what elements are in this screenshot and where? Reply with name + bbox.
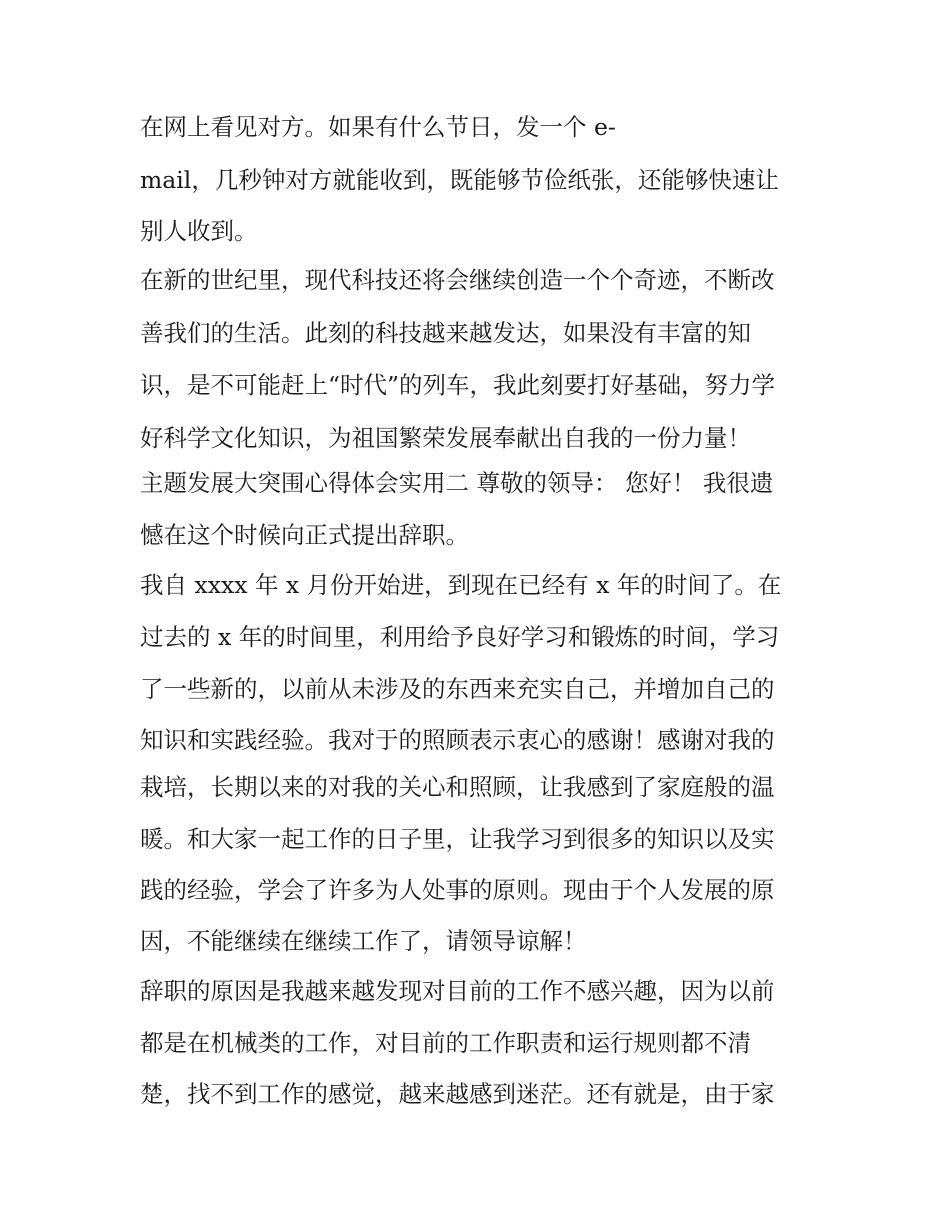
text-line: 识，是不可能赶上“时代”的列车，我此刻要打好基础，努力学 bbox=[140, 371, 776, 399]
text-line: 践的经验，学会了许多为人处事的原则。现由于个人发展的原 bbox=[140, 876, 775, 904]
text-line: 我自 xxxx 年 x 月份开始进，到现在已经有 x 年的时间了。在 bbox=[140, 571, 782, 599]
text-line: 善我们的生活。此刻的科技越来越发达，如果没有丰富的知 bbox=[140, 319, 751, 347]
text-line: 辞职的原因是我越来越发现对目前的工作不感兴趣，因为以前 bbox=[140, 977, 775, 1005]
text-line: 知识和实践经验。我对于的照顾表示衷心的感谢！感谢对我的 bbox=[140, 726, 775, 754]
text-line: 楚，找不到工作的感觉，越来越感到迷茫。还有就是，由于家 bbox=[140, 1080, 775, 1108]
text-line: 栽培，长期以来的对我的关心和照顾，让我感到了家庭般的温 bbox=[140, 773, 775, 801]
text-line: 过去的 x 年的时间里，利用给予良好学习和锻炼的时间，学习 bbox=[140, 623, 780, 651]
text-line: 在新的世纪里，现代科技还将会继续创造一个个奇迹，不断改 bbox=[140, 266, 775, 294]
text-line: 别人收到。 bbox=[140, 217, 258, 245]
text-line: 暖。和大家一起工作的日子里，让我学习到很多的知识以及实 bbox=[140, 825, 775, 853]
text-line: 在网上看见对方。如果有什么节日，发一个 e- bbox=[140, 113, 616, 141]
text-line: 都是在机械类的工作，对目前的工作职责和运行规则都不清 bbox=[140, 1029, 751, 1057]
text-line: 好科学文化知识，为祖国繁荣发展奉献出自我的一份力量！ bbox=[140, 424, 751, 452]
text-line: mail，几秒钟对方就能收到，既能够节俭纸张，还能够快速让 bbox=[140, 166, 779, 194]
text-line: 主题发展大突围心得体会实用二 尊敬的领导： 您好！ 我很遗 bbox=[140, 469, 774, 497]
text-line: 了一些新的，以前从未涉及的东西来充实自己，并增加自己的 bbox=[140, 675, 775, 703]
text-line: 憾在这个时候向正式提出辞职。 bbox=[140, 521, 469, 549]
text-line: 因，不能继续在继续工作了，请领导谅解！ bbox=[140, 927, 587, 955]
